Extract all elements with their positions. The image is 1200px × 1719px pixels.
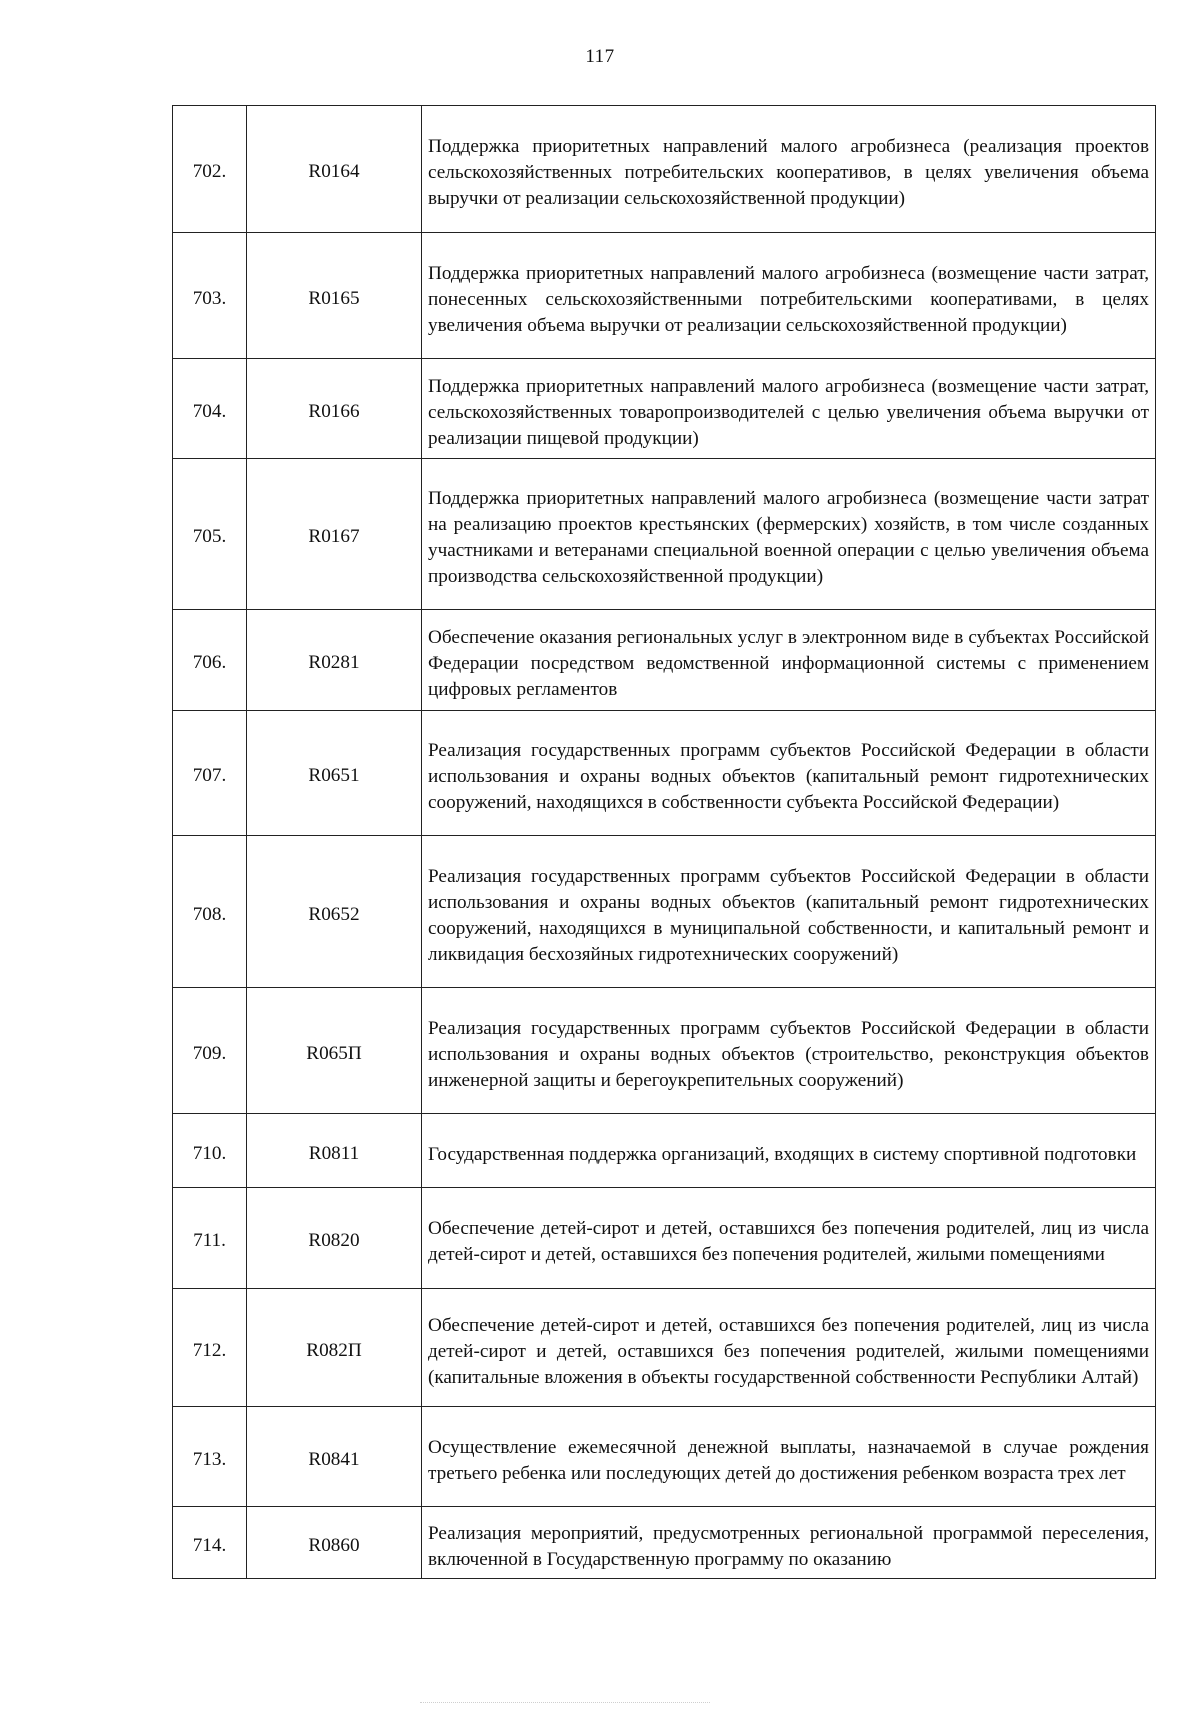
code-cell: [247, 610, 422, 711]
row-number: 714.: [192, 1534, 227, 1556]
description-cell: Поддержка приоритетных направлений малого агробизнеса (возмещение части затрат на реализацию проектов крестьянских (фермерских) хозяйств, в том числе созданных участниками и ветеранами специальной военной операции с целью увеличения объема производства сельскохозяйственной продукции): [422, 459, 1156, 610]
row-number-cell: [173, 359, 247, 459]
row-number-cell: [173, 988, 247, 1114]
row-code: R0281: [308, 652, 360, 673]
table-row: [173, 1289, 1156, 1407]
row-number: 703.: [192, 287, 227, 309]
row-number-cell: [173, 1407, 247, 1507]
table-row: [173, 459, 1156, 610]
scan-artifact: [420, 1702, 710, 1707]
row-number-cell: [173, 1289, 247, 1407]
row-number: 705.: [192, 526, 227, 547]
row-code: R0860: [308, 1534, 360, 1556]
row-number: 708.: [192, 903, 227, 925]
row-code: R0164: [308, 161, 360, 182]
code-cell: [247, 1407, 422, 1507]
row-number: 712.: [192, 1339, 227, 1361]
description-cell: Обеспечение детей-сирот и детей, оставшихся без попечения родителей, лиц из числа детей-сирот и детей, оставшихся без попечения родителей, жилыми помещениями: [422, 1188, 1156, 1289]
code-cell: [247, 836, 422, 988]
table-row: [173, 988, 1156, 1114]
description-cell: Реализация государственных программ субъектов Российской Федерации в области использования и охраны водных объектов (капитальный ремонт гидротехнических сооружений, находящихся в муниципальной собственности, и капитальный ремонт и ликвидация бесхозяйных гидротехнических сооружений): [422, 836, 1156, 988]
description-cell: Обеспечение оказания региональных услуг в электронном виде в субъектах Российской Федерации посредством ведомственной информационной системы с применением цифровых регламентов: [422, 610, 1156, 711]
row-number: 709.: [192, 1042, 227, 1064]
code-cell: [247, 106, 422, 233]
row-code: R065П: [306, 1042, 362, 1064]
code-cell: [247, 711, 422, 836]
code-cell: [247, 1114, 422, 1188]
code-cell: [247, 359, 422, 459]
row-code: R082П: [306, 1339, 362, 1361]
description-cell: Осуществление ежемесячной денежной выплаты, назначаемой в случае рождения третьего ребенка или последующих детей до достижения ребенком возраста трех лет: [422, 1407, 1156, 1507]
description-cell: Обеспечение детей-сирот и детей, оставшихся без попечения родителей, лиц из числа детей-сирот и детей, оставшихся без попечения родителей, жилыми помещениями (капитальные вложения в объекты государственной собственности Республики Алтай): [422, 1289, 1156, 1407]
row-code: R0651: [308, 765, 360, 786]
row-number: 707.: [192, 765, 227, 786]
row-number-cell: [173, 1114, 247, 1188]
row-code: R0811: [308, 1142, 360, 1164]
description-cell: Реализация государственных программ субъектов Российской Федерации в области использования и охраны водных объектов (строительство, реконструкция объектов инженерной защиты и берегоукрепительных сооружений): [422, 988, 1156, 1114]
description-cell: Государственная поддержка организаций, входящих в систему спортивной подготовки: [422, 1114, 1156, 1188]
row-number-cell: [173, 106, 247, 233]
description-cell: Поддержка приоритетных направлений малого агробизнеса (возмещение части затрат, понесенных сельскохозяйственными потребительскими кооперативами, в целях увеличения объема выручки от реализации сельскохозяйственной продукции): [422, 233, 1156, 359]
code-cell: [247, 1289, 422, 1407]
description-cell: Реализация государственных программ субъектов Российской Федерации в области использования и охраны водных объектов (капитальный ремонт гидротехнических сооружений, находящихся в собственности субъекта Российской Федерации): [422, 711, 1156, 836]
row-code: R0167: [308, 526, 360, 547]
description-cell: Поддержка приоритетных направлений малого агробизнеса (реализация проектов сельскохозяйственных потребительских кооперативов, в целях увеличения объема выручки от реализации сельскохозяйственной продукции): [422, 106, 1156, 233]
row-number: 710.: [192, 1142, 227, 1164]
row-number-cell: [173, 1188, 247, 1289]
row-code: R0841: [308, 1448, 360, 1470]
table-row: [173, 1407, 1156, 1507]
code-cell: [247, 459, 422, 610]
row-number-cell: [173, 711, 247, 836]
code-cell: [247, 988, 422, 1114]
page-number: 117: [585, 46, 615, 67]
row-number: 711.: [193, 1230, 226, 1251]
table-row: [173, 1114, 1156, 1188]
row-number-cell: [173, 610, 247, 711]
row-number-cell: [173, 1507, 247, 1579]
row-code: R0652: [308, 903, 360, 925]
table-row: [173, 1188, 1156, 1289]
table-body: [173, 106, 1156, 1579]
description-cell: Поддержка приоритетных направлений малого агробизнеса (возмещение части затрат, сельскохозяйственных товаропроизводителей с целью увеличения объема выручки от реализации пищевой продукции): [422, 359, 1156, 459]
row-number: 702.: [192, 161, 227, 182]
row-number: 706.: [192, 652, 227, 673]
table-row: [173, 711, 1156, 836]
code-cell: [247, 233, 422, 359]
row-code: R0166: [308, 400, 360, 422]
table-row: [173, 1507, 1156, 1579]
row-number-cell: [173, 459, 247, 610]
row-number-cell: [173, 836, 247, 988]
row-code: R0165: [308, 287, 360, 309]
budget-codes-table: [172, 105, 1156, 1579]
table-row: [173, 610, 1156, 711]
table-row: [173, 106, 1156, 233]
description-cell: Реализация мероприятий, предусмотренных региональной программой переселения, включенной в Государственную программу по оказанию: [422, 1507, 1156, 1579]
row-number-cell: [173, 233, 247, 359]
row-code: R0820: [308, 1230, 360, 1251]
table-row: [173, 836, 1156, 988]
row-number: 713.: [192, 1448, 227, 1470]
code-cell: [247, 1507, 422, 1579]
table-row: [173, 233, 1156, 359]
row-number: 704.: [192, 400, 227, 422]
code-cell: [247, 1188, 422, 1289]
table-row: [173, 359, 1156, 459]
